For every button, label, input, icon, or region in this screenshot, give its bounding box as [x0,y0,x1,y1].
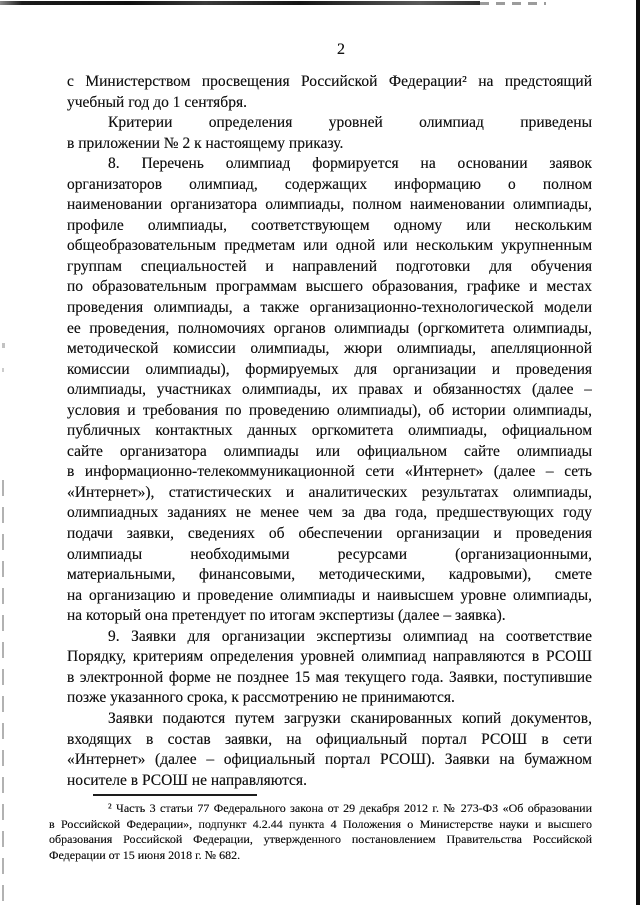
text-line: комиссии олимпиады), формируемых для организации и проведения [67,360,592,378]
text-line: образования Российской Федерации, утвержденного постановлением Правительства Российской [49,832,592,847]
page-number: 2 [337,41,345,58]
text-line: материальными, финансовыми, методическими, кадровыми), смете [67,566,592,584]
text-line: на который она претендует по итогам экспертизы (далее – заявка). [67,607,506,625]
text-line: публичных контактных данных оргкомитета олимпиады, официальном [67,422,592,440]
text-line: с Министерством просвещения Российской Федерации² на предстоящий [67,73,592,90]
text-line: в электронной форме не позднее 15 мая текущего года. Заявки, поступившие [67,668,592,686]
text-line: подачи заявки, сведениях об обеспечении организации и проведения [67,525,592,543]
scan-speck [2,368,4,372]
text-line: носителе в РСОШ не направляются. [67,771,307,789]
scan-edge-top-dashes [480,2,546,5]
text-line: олимпиадных заданиях не менее чем за два года, предшествующих году [67,504,592,522]
scan-edge-top [0,1,480,5]
text-line: методической комиссии олимпиады, жюри олимпиады, апелляционной [67,340,592,358]
text-line: условия и требования по проведению олимпиады), об истории олимпиады, [67,401,592,419]
scan-edge-right [636,0,640,905]
text-line: общеобразовательным предметам или одной или нескольким укрупненным [67,237,592,255]
scan-speck [2,343,5,348]
text-line: ее проведения, полномочиях органов олимпиады (оргкомитета олимпиады, [67,319,592,337]
text-line: наименовании организатора олимпиады, полном наименовании олимпиады, [67,196,592,214]
text-line: Критерии определения уровней олимпиад приведены [108,114,592,132]
text-line: в приложении № 2 к настоящему приказу. [67,134,344,152]
text-line: группам специальностей и направлений подготовки для обучения [67,257,592,275]
text-line: Порядку, критериям определения уровней олимпиад направляются в РСОШ [67,648,592,666]
text-line: учебный год до 1 сентября. [67,93,247,111]
text-line: «Интернет»), статистических и аналитических результатах олимпиады, [67,483,592,501]
text-line: Федерации от 15 июня 2018 г. № 682. [49,848,241,863]
document-body-text [67,72,592,791]
text-line: на организацию и проведение олимпиады и наивысшем уровне олимпиады, [67,586,592,604]
text-line: 8. Перечень олимпиад формируется на основании заявок [108,155,592,173]
text-line: организаторов олимпиад, содержащих информацию о полном [67,175,592,193]
text-line: входящих в состав заявки, на официальный портал РСОШ в сети [67,730,592,748]
text-line: олимпиады, участниках олимпиады, их правах и обязанностях (далее – [67,381,592,399]
text-line: сайте организатора олимпиады или официальном сайте олимпиады [67,442,592,460]
text-line: профиле олимпиады, соответствующем одному или нескольким [67,216,592,234]
scan-edge-left-dashes [2,480,4,905]
text-line: по образовательным программам высшего образования, графике и местах [67,278,592,296]
text-line: в Российской Федерации», подпункт 4.2.44 пункта 4 Положения о Министерстве науки и высшего [49,816,592,831]
footnote-separator [93,794,257,796]
text-line: ² Часть 3 статьи 77 Федерального закона от 29 декабря 2012 г. № 273-ФЗ «Об образовании [108,801,592,815]
text-line: проведения олимпиады, а также организационно-технологической модели [67,299,592,317]
footnote-text [49,801,592,864]
text-line: 9. Заявки для организации экспертизы олимпиад на соответствие [108,627,592,645]
text-line: позже указанного срока, к рассмотрению не принимаются. [67,689,455,707]
text-line: Заявки подаются путем загрузки сканированных копий документов, [108,709,592,727]
text-line: олимпиады необходимыми ресурсами (организационными, [67,545,592,563]
text-line: в информационно-телекоммуникационной сети «Интернет» (далее – сеть [67,463,592,481]
text-line: «Интернет» (далее – официальный портал РСОШ). Заявки на бумажном [67,751,592,769]
